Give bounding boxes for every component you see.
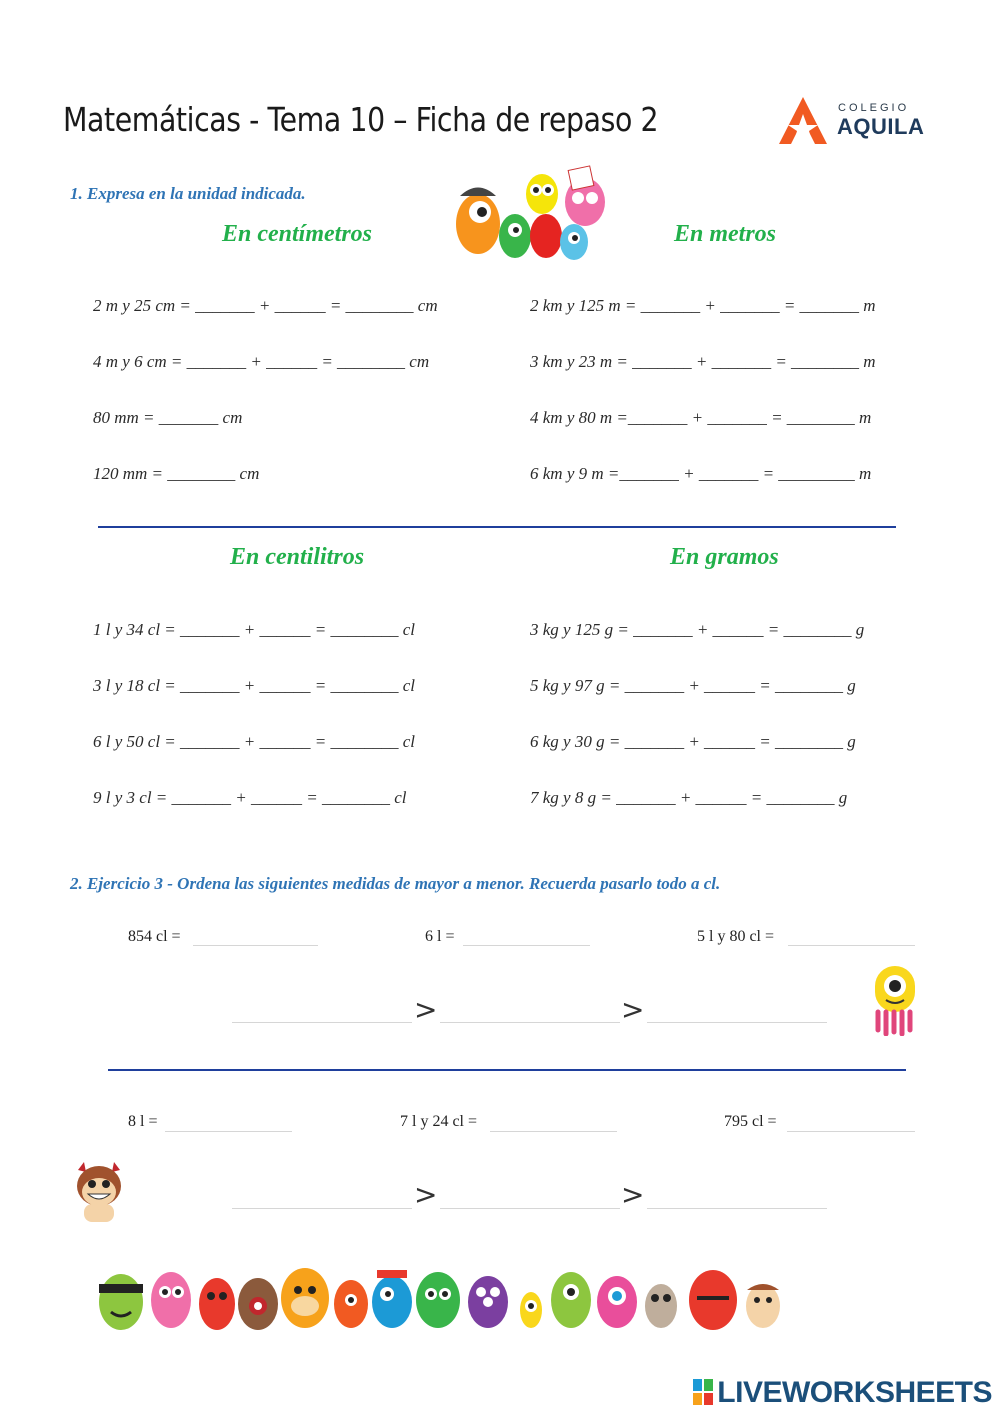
- measure-label: 6 l =: [425, 928, 455, 945]
- exercise-row[interactable]: 3 km y 23 m = _______ + _______ = ________ m: [530, 352, 876, 371]
- greater-than-symbol: >: [414, 993, 438, 1026]
- exercise-row[interactable]: 1 l y 34 cl = _______ + ______ = ________ cl: [93, 620, 415, 639]
- logo-aquila-text: AQUILA: [837, 114, 925, 139]
- answer-input[interactable]: [787, 1131, 915, 1132]
- order-answer-input[interactable]: [232, 1022, 412, 1023]
- order-answer-input[interactable]: [232, 1208, 412, 1209]
- exercise-row[interactable]: 2 km y 125 m = _______ + _______ = _______ m: [530, 296, 876, 315]
- colegio-aquila-logo: [775, 92, 925, 152]
- greater-than-symbol: >: [621, 1178, 645, 1211]
- section-title-metros: En metros: [674, 221, 777, 247]
- logo-colegio-text: COLEGIO: [838, 102, 910, 114]
- answer-input[interactable]: [165, 1131, 292, 1132]
- order-answer-input[interactable]: [647, 1208, 827, 1209]
- monsters-row-illustration: [95, 1262, 795, 1334]
- order-answer-input[interactable]: [647, 1022, 827, 1023]
- exercise-row[interactable]: 3 l y 18 cl = _______ + ______ = ________ cl: [93, 676, 415, 695]
- exercise-row[interactable]: 120 mm = ________ cm: [93, 464, 260, 483]
- exercise-row[interactable]: 3 kg y 125 g = _______ + ______ = ________ g: [530, 620, 865, 639]
- monsters-group-illustration: [450, 164, 610, 264]
- order-answer-input[interactable]: [440, 1208, 620, 1209]
- greater-than-symbol: >: [414, 1178, 438, 1211]
- measure-label: 5 l y 80 cl =: [697, 928, 775, 945]
- exercise-row[interactable]: 2 m y 25 cm = _______ + ______ = ________ cm: [93, 296, 438, 315]
- exercise-row[interactable]: 6 l y 50 cl = _______ + ______ = ________ cl: [93, 732, 415, 751]
- answer-input[interactable]: [463, 945, 590, 946]
- exercise-row[interactable]: 9 l y 3 cl = _______ + ______ = ________ cl: [93, 788, 407, 807]
- answer-input[interactable]: [193, 945, 318, 946]
- measure-label: 7 l y 24 cl =: [400, 1113, 478, 1130]
- exercise-row[interactable]: 6 km y 9 m =_______ + _______ = _________ m: [530, 464, 872, 483]
- section-title-gramos: En gramos: [670, 544, 779, 570]
- answer-input[interactable]: [788, 945, 915, 946]
- exercise-row[interactable]: 4 m y 6 cm = _______ + ______ = ________ cm: [93, 352, 430, 371]
- exercise-row[interactable]: 80 mm = _______ cm: [93, 408, 243, 427]
- greater-than-symbol: >: [621, 993, 645, 1026]
- exercise2-instruction: 2. Ejercicio 3 - Ordena las siguientes medidas de mayor a menor. Recuerda pasarlo todo a cl.: [70, 874, 721, 893]
- liveworksheets-text: LIVEWORKSHEETS: [717, 1376, 992, 1409]
- exercise-row[interactable]: 6 kg y 30 g = _______ + ______ = ________ g: [530, 732, 856, 751]
- exercise-row[interactable]: 5 kg y 97 g = _______ + ______ = ________ g: [530, 676, 856, 695]
- section-title-centilitros: En centilitros: [230, 544, 365, 570]
- liveworksheets-icon: [693, 1379, 713, 1405]
- order-answer-input[interactable]: [440, 1022, 620, 1023]
- section-divider: [108, 1069, 906, 1071]
- yellow-monster-illustration: [870, 962, 920, 1036]
- exercise1-instruction: 1. Expresa en la unidad indicada.: [70, 184, 306, 203]
- section-title-centimetros: En centímetros: [222, 221, 373, 247]
- exercise-row[interactable]: 4 km y 80 m =_______ + _______ = ________ m: [530, 408, 872, 427]
- brown-monster-illustration: [72, 1160, 126, 1226]
- measure-label: 8 l =: [128, 1113, 158, 1130]
- page-title: Matemáticas - Tema 10 – Ficha de repaso 2: [63, 100, 659, 139]
- exercise-row[interactable]: 7 kg y 8 g = _______ + ______ = ________ g: [530, 788, 848, 807]
- aquila-star-icon: [775, 94, 831, 150]
- section-divider: [98, 526, 896, 528]
- measure-label: 795 cl =: [724, 1113, 777, 1130]
- liveworksheets-brand: [693, 1376, 992, 1410]
- answer-input[interactable]: [490, 1131, 617, 1132]
- measure-label: 854 cl =: [128, 928, 181, 945]
